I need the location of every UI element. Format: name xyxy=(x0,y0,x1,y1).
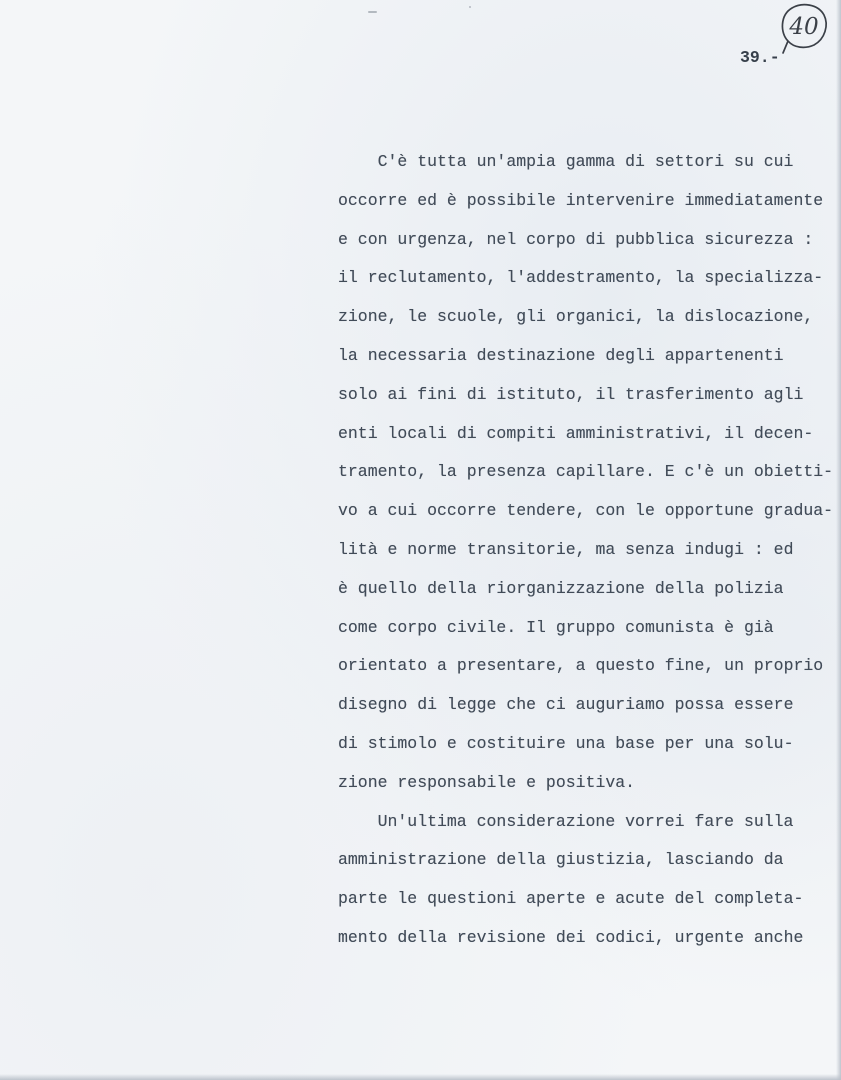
text-line: amministrazione della giustizia, lasciando da xyxy=(338,850,784,870)
text-line: il reclutamento, l'addestramento, la specializza- xyxy=(338,268,824,288)
paragraph xyxy=(338,143,833,803)
folio-stamp xyxy=(778,1,830,57)
page-edge-right xyxy=(836,0,841,1080)
folio-number: 40 xyxy=(789,14,819,40)
text-line: zione responsabile e positiva. xyxy=(338,772,636,792)
text-line: Un'ultima considerazione vorrei fare sulla xyxy=(377,811,794,831)
document-body xyxy=(338,143,833,958)
text-line: lità e norme transitorie, ma senza indugi : ed xyxy=(338,539,794,559)
text-line: C'è tutta un'ampia gamma di settori su cui xyxy=(377,152,794,171)
scan-speck xyxy=(469,6,471,8)
text-line: tramento, la presenza capillare. E c'è un obietti- xyxy=(338,462,834,482)
text-line: solo ai fini di istituto, il trasferimento agli xyxy=(338,384,804,404)
page-edge-bottom xyxy=(0,1074,841,1080)
text-line: zione, le scuole, gli organici, la dislocazione, xyxy=(338,307,814,327)
text-line: come corpo civile. Il gruppo comunista è già xyxy=(338,617,774,637)
text-line: di stimolo e costituire una base per una solu- xyxy=(338,733,794,753)
text-line: mento della revisione dei codici, urgente anche xyxy=(338,927,804,947)
text-line: orientato a presentare, a questo fine, un proprio xyxy=(338,656,824,676)
text-line: la necessaria destinazione degli appartenenti xyxy=(338,345,784,365)
text-line: enti locali di compiti amministrativi, il decen- xyxy=(338,423,814,443)
scan-speck xyxy=(368,11,377,13)
text-line: e con urgenza, nel corpo di pubblica sicurezza : xyxy=(338,229,814,249)
text-line: occorre ed è possibile intervenire immediatamente xyxy=(338,190,824,210)
page-number: 39.- xyxy=(740,48,780,67)
text-line: è quello della riorganizzazione della polizia xyxy=(338,578,784,598)
text-line: vo a cui occorre tendere, con le opportune gradua- xyxy=(338,501,834,521)
text-line: parte le questioni aperte e acute del completa- xyxy=(338,889,804,909)
paragraph xyxy=(338,803,833,958)
text-line: disegno di legge che ci auguriamo possa essere xyxy=(338,695,794,715)
